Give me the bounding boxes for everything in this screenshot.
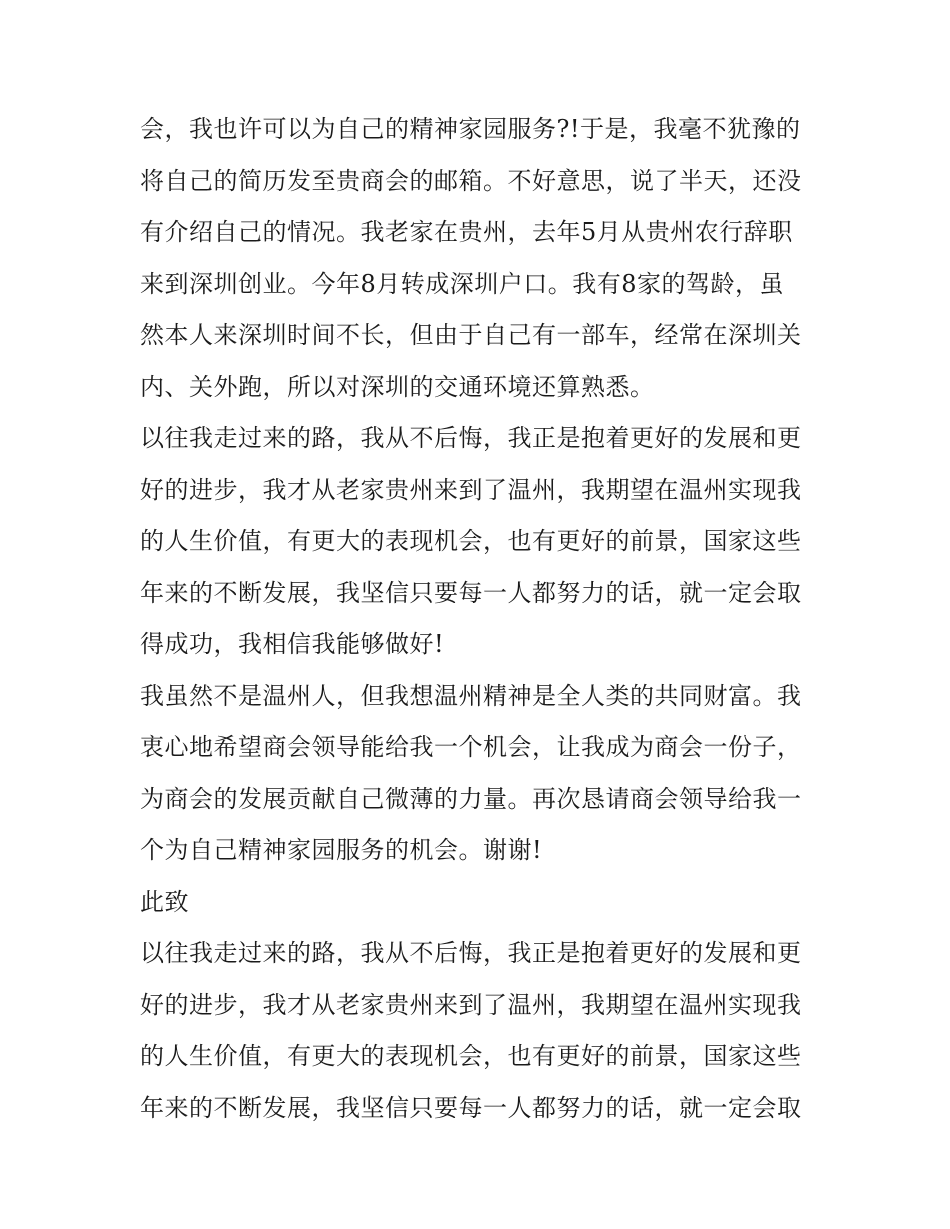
text-line: 来到深圳创业。今年8月转成深圳户口。我有8家的驾龄，虽 bbox=[140, 269, 785, 298]
text-line: 然本人来深圳时间不长，但由于自己有一部车，经常在深圳关 bbox=[140, 321, 802, 349]
text-line: 年来的不断发展，我坚信只要每一人都努力的话，就一定会取 bbox=[140, 1093, 802, 1122]
text-line: 衷心地希望商会领导能给我一个机会，让我成为商会一份子， bbox=[140, 733, 802, 761]
text-line: 好的进步，我才从老家贵州来到了温州，我期望在温州实现我 bbox=[140, 475, 802, 504]
text-line: 为商会的发展贡献自己微薄的力量。再次恳请商会领导给我一 bbox=[140, 784, 802, 813]
text-line: 以往我走过来的路，我从不后悔，我正是抱着更好的发展和更 bbox=[140, 424, 802, 452]
text-line: 个为自己精神家园服务的机会。谢谢! bbox=[140, 836, 543, 864]
text-line: 我虽然不是温州人，但我想温州精神是全人类的共同财富。我 bbox=[140, 681, 802, 710]
document-body bbox=[140, 104, 820, 1134]
text-line: 有介绍自己的情况。我老家在贵州，去年5月从贵州农行辞职 bbox=[140, 218, 793, 246]
text-line: 年来的不断发展，我坚信只要每一人都努力的话，就一定会取 bbox=[140, 578, 802, 607]
text-line: 得成功，我相信我能够做好! bbox=[140, 630, 445, 658]
salutation-line: 此致 bbox=[140, 887, 189, 916]
text-line: 内、关外跑，所以对深圳的交通环境还算熟悉。 bbox=[140, 372, 655, 401]
text-line: 以往我走过来的路，我从不后悔，我正是抱着更好的发展和更 bbox=[140, 939, 802, 967]
text-line: 好的进步，我才从老家贵州来到了温州，我期望在温州实现我 bbox=[140, 990, 802, 1019]
text-line: 的人生价值，有更大的表现机会，也有更好的前景，国家这些 bbox=[140, 1042, 802, 1070]
text-line: 将自己的简历发至贵商会的邮箱。不好意思，说了半天，还没 bbox=[140, 166, 802, 195]
text-line: 的人生价值，有更大的表现机会，也有更好的前景，国家这些 bbox=[140, 527, 802, 555]
text-line: 会，我也许可以为自己的精神家园服务?!于是，我毫不犹豫的 bbox=[140, 115, 801, 143]
